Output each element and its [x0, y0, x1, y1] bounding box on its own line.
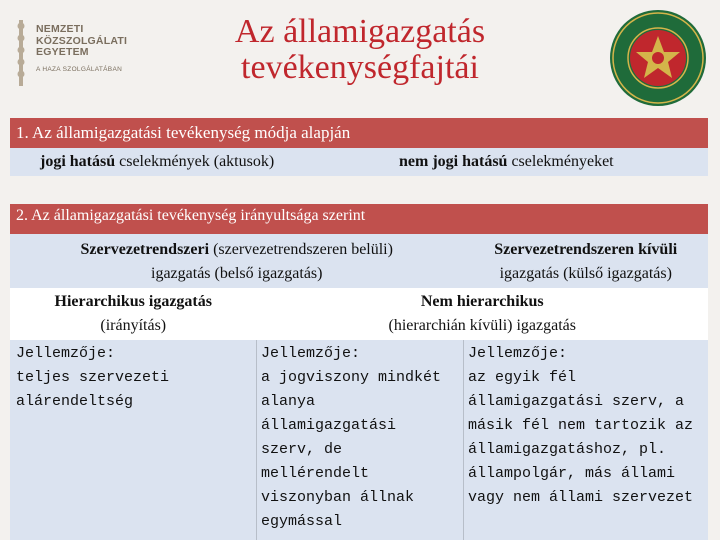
col-3-text: az egyik fél államigazgatási szerv, a másik fél nem tartozik az államigazgatáshoz, pl. állampolgár, más állami vagy nem állami szervezet [468, 369, 694, 506]
non-hierarchical-line-2: (hierarchián kívüli) igazgatás [388, 317, 576, 334]
col-1-label: Jellemzője: [16, 345, 116, 362]
non-legal-effect-text: cselekményeket [507, 153, 614, 170]
external-admin-line-2: igazgatás (külső igazgatás) [499, 265, 672, 282]
logo-line-1: NEMZETI [36, 23, 84, 35]
logo-tagline: A HAZA SZOLGÁLATÁBAN [36, 66, 123, 73]
section-1-table [10, 118, 708, 176]
logo-line-3: EGYETEM [36, 46, 89, 58]
university-logo [14, 18, 134, 88]
col-2-text: a jogviszony mindkét alanya államigazgatási szerv, de mellérendelt viszonyban állnak egymással [261, 369, 442, 530]
section-2-table [10, 204, 708, 540]
internal-admin-cell [10, 234, 464, 288]
internal-admin-line-2: igazgatás (belső igazgatás) [151, 265, 323, 282]
logo-emblem-icon [14, 18, 28, 88]
hierarchical-cell [10, 288, 257, 340]
col-1-text: teljes szervezeti alárendeltség [16, 369, 170, 410]
section-2-heading: 2. Az államigazgatási tevékenység irányultsága szerint [10, 204, 708, 234]
title-line-1: Az államigazgatás [234, 13, 486, 50]
col-2-characteristic [257, 340, 464, 540]
non-legal-effect-cell [359, 148, 708, 176]
external-admin-cell [464, 234, 709, 288]
legal-effect-bold: jogi hatású [40, 153, 116, 170]
section-1-heading: 1. Az államigazgatási tevékenység módja alapján [10, 118, 708, 148]
university-seal-icon [608, 8, 708, 108]
hierarchical-line-2: (irányítás) [100, 317, 167, 334]
col-3-characteristic [464, 340, 709, 540]
legal-effect-cell [10, 148, 359, 176]
col-2-label: Jellemzője: [261, 345, 361, 362]
title-line-2: tevékenységfajtái [241, 49, 479, 86]
external-admin-bold: Szervezetrendszeren kívüli [494, 241, 678, 258]
internal-admin-text: (szervezetrendszeren belüli) [209, 241, 393, 258]
logo-line-2: KÖZSZOLGÁLATI [36, 34, 128, 47]
internal-admin-bold: Szervezetrendszeri [80, 241, 210, 258]
hierarchical-bold: Hierarchikus igazgatás [54, 293, 212, 310]
slide-title [150, 14, 570, 86]
legal-effect-text: cselekmények (aktusok) [115, 153, 275, 170]
non-hierarchical-cell [257, 288, 709, 340]
col-1-characteristic [10, 340, 257, 540]
col-3-label: Jellemzője: [468, 345, 568, 362]
non-legal-effect-bold: nem jogi hatású [399, 153, 508, 170]
non-hierarchical-bold: Nem hierarchikus [420, 293, 544, 310]
